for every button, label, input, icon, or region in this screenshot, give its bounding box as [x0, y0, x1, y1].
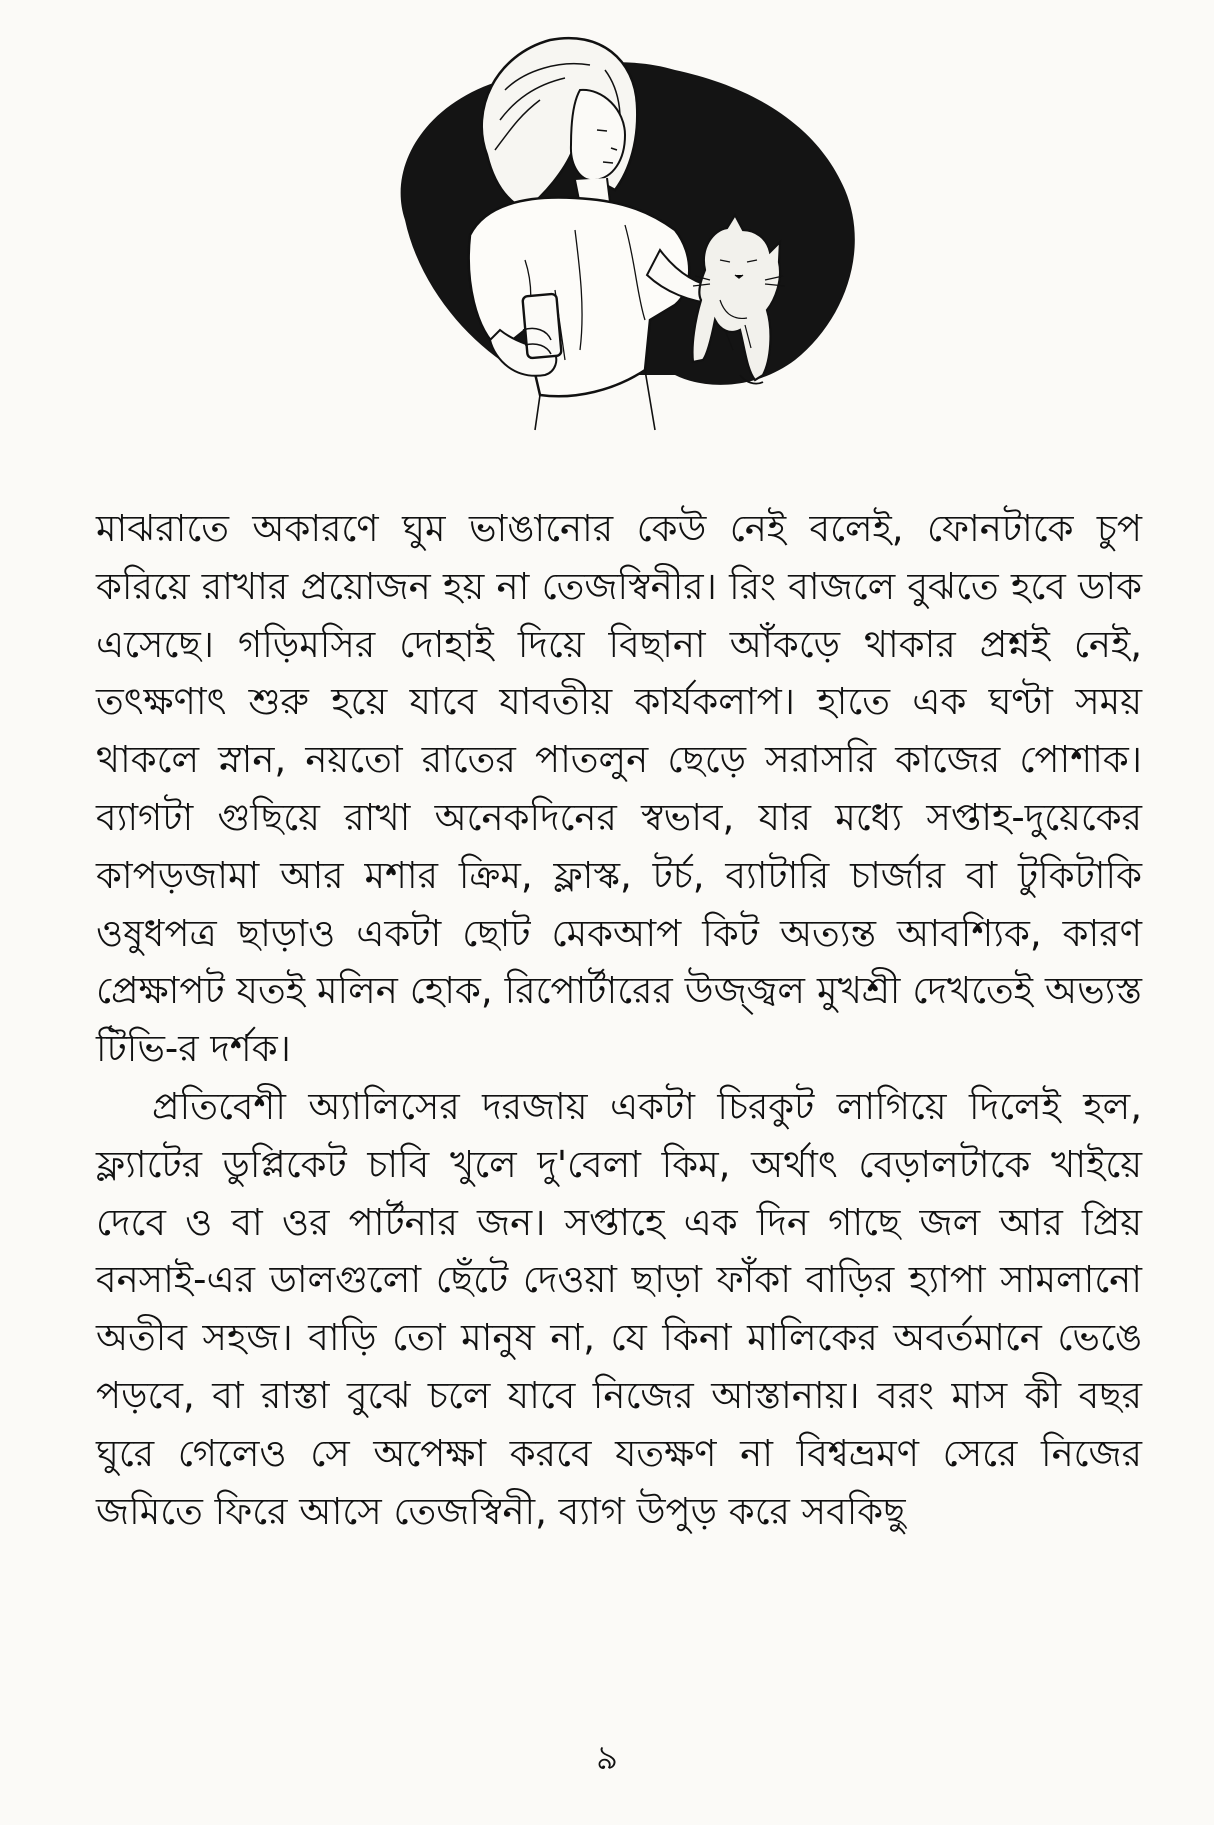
page-number: ৯: [595, 1738, 619, 1778]
body-text: [96, 500, 1142, 1540]
woman-holding-phone-and-cat-illustration: [375, 30, 875, 440]
paragraph-2: প্রতিবেশী অ্যালিসের দরজায় একটা চিরকুট লাগিয়ে দিলেই হল, ফ্ল্যাটের ডুপ্লিকেট চাবি খুলে দু'বেলা কিম, অর্থাৎ বেড়ালটাকে খাইয়ে দেবে ও বা ওর পার্টনার জন। সপ্তাহে এক দিন গাছে জল আর প্রিয় বনসাই-এর ডালগুলো ছেঁটে দেওয়া ছাড়া ফাঁকা বাড়ির হ্যাপা সামলানো অতীব সহজ। বাড়ি তো মানুষ না, যে কিনা মালিকের অবর্তমানে ভেঙে পড়বে, বা রাস্তা বুঝে চলে যাবে নিজের আস্তানায়। বরং মাস কী বছর ঘুরে গেলেও সে অপেক্ষা করবে যতক্ষণ না বিশ্বভ্রমণ সেরে নিজের জমিতে ফিরে আসে তেজস্বিনী, ব্যাগ উপুড় করে সবকিছু: [96, 1084, 1142, 1533]
illustration-drawing: [375, 30, 875, 440]
paragraph-1: মাঝরাতে অকারণে ঘুম ভাঙানোর কেউ নেই বলেই, ফোনটাকে চুপ করিয়ে রাখার প্রয়োজন হয় না তেজস্বিনীর। রিং বাজলে বুঝতে হবে ডাক এসেছে। গড়িমসির দোহাই দিয়ে বিছানা আঁকড়ে থাকার প্রশ্নই নেই, তৎক্ষণাৎ শুরু হয়ে যাবে যাবতীয় কার্যকলাপ। হাতে এক ঘণ্টা সময় থাকলে স্নান, নয়তো রাতের পাতলুন ছেড়ে সরাসরি কাজের পোশাক। ব্যাগটা গুছিয়ে রাখা অনেকদিনের স্বভাব, যার মধ্যে সপ্তাহ-দুয়েকের কাপড়জামা আর মশার ক্রিম, ফ্লাস্ক, টর্চ, ব্যাটারি চার্জার বা টুকিটাকি ওষুধপত্র ছাড়াও একটা ছোট মেকআপ কিট অত্যন্ত আবশ্যিক, কারণ প্রেক্ষাপট যতই মলিন হোক, রিপোর্টারের উজ্জ্বল মুখশ্রী দেখতেই অভ্যস্ত টিভি-র দর্শক।: [96, 507, 1142, 1071]
phone-shape: [522, 294, 561, 359]
